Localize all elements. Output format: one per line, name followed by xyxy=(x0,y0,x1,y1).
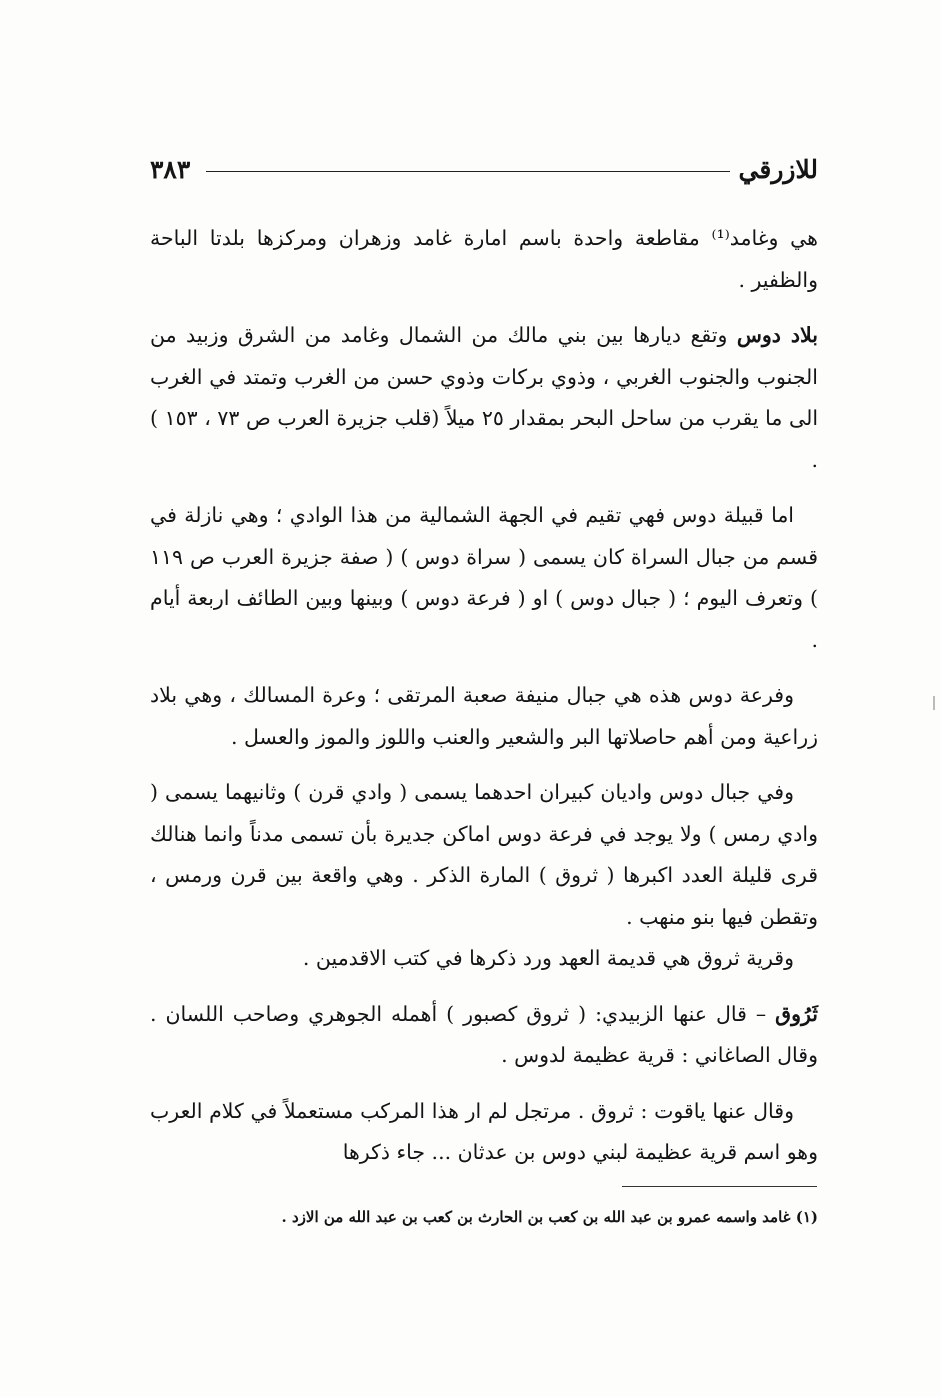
paragraph-lead: ثَرُوق xyxy=(775,1001,818,1026)
paragraph-text: وتقع ديارها بين بني مالك من الشمال وغامد من الشرق وزبيد من الجنوب والجنوب الغربي ، وذوي بركات وذوي حسن من الغرب وتمتد في الغرب الى ما يقرب من ساحل البحر بمقدار ٢٥ ميلاً (قلب جزيرة العرب ص ٧٣ ، ١٥٣ ) . xyxy=(150,323,819,472)
paragraph xyxy=(150,495,818,661)
body-text xyxy=(150,218,818,1174)
paragraph xyxy=(150,938,818,980)
paragraph-text: وقال عنها ياقوت : ثروق . مرتجل لم ار هذا المركب مستعملاً في كلام العرب وهو اسم قرية عظيمة لبني دوس بن عدثان ... جاء ذكرها xyxy=(150,1098,818,1164)
paragraph-lead: بلاد دوس xyxy=(736,323,818,347)
header-rule xyxy=(206,171,730,172)
paragraph-text: وفي جبال دوس واديان كبيران احدهما يسمى ( وادي قرن ) وثانيهما يسمى ( وادي رمس ) ولا يوجد في فرعة دوس اماكن جديرة بأن تسمى مدناً وانما هنالك قرى قليلة العدد اكبرها ( ثروق ) المارة الذكر . وهي واقعة بين قرن ورمس ، وتقطن فيها بنو منهب . xyxy=(150,780,818,929)
paragraph-text: وفرعة دوس هذه هي جبال منيفة صعبة المرتقى ؛ وعرة المسالك ، وهي بلاد زراعية ومن أهم حاصلاتها البر والشعير والعنب واللوز والموز والعسل . xyxy=(150,683,818,749)
paragraph-text: هي وغامد⁽¹⁾ مقاطعة واحدة باسم امارة غامد وزهران ومركزها بلدتا الباحة والظفير . xyxy=(150,226,818,292)
paragraph xyxy=(150,675,818,758)
paragraph-text: وقرية ثروق هي قديمة العهد ورد ذكرها في كتب الاقدمين . xyxy=(302,946,794,970)
paragraph-text: – قال عنها الزبيدي: ( ثروق كصبور ) أهمله الجوهري وصاحب اللسان . وقال الصاغاني : قرية عظيمة لدوس . xyxy=(150,1001,818,1067)
page-number: ٣٨٣ xyxy=(150,155,191,184)
paragraph xyxy=(150,315,818,481)
paragraph xyxy=(150,218,818,301)
page-header xyxy=(150,150,818,190)
paragraph-text: اما قبيلة دوس فهي تقيم في الجهة الشمالية من هذا الوادي ؛ وهي نازلة في قسم من جبال السراة كان يسمى ( سراة دوس ) ( صفة جزيرة العرب ص ١١٩ ) وتعرف اليوم ؛ ( جبال دوس ) او ( فرعة دوس ) وبينها وبين الطائف اربعة أيام . xyxy=(150,503,818,652)
footnote-rule xyxy=(622,1186,817,1187)
margin-mark xyxy=(933,696,935,710)
footnote: (١) غامد واسمه عمرو بن عبد الله بن كعب بن الحارث بن كعب بن عبد الله من الازد . xyxy=(281,1208,818,1226)
paragraph xyxy=(150,1091,818,1174)
paragraph xyxy=(150,994,818,1077)
running-head: للازرقي xyxy=(738,155,818,184)
paragraph xyxy=(150,772,818,938)
